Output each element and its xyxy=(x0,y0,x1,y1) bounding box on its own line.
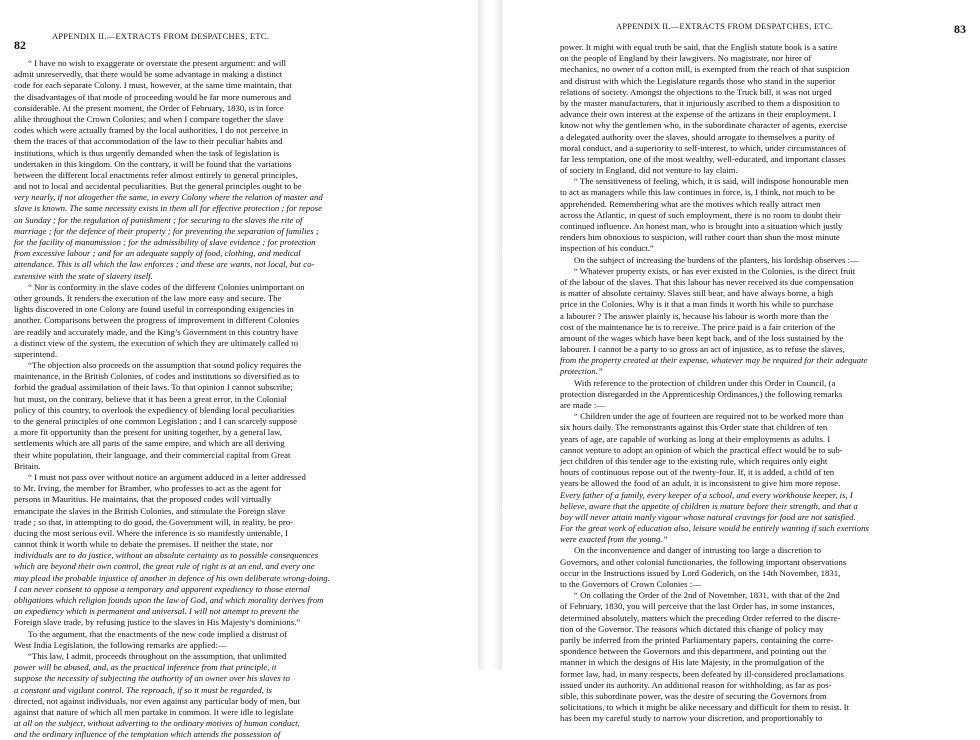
text-line: Foreign slave trade, by refusing justice to the slaves in His Majesty’s dominions.” xyxy=(14,617,301,628)
text-line: to the general principles of one common Legislation ; and I can scarcely suppose xyxy=(14,416,298,426)
text-line: emancipate the slaves in the British Colonies, and stimulate the Foreign slave xyxy=(14,505,286,516)
text-line: and the ordinary influence of the temptation which attends the possession of xyxy=(14,729,281,740)
text-line: directed, not against individuals, nor even against any particular body of men, but xyxy=(14,695,300,706)
left-page xyxy=(0,0,478,740)
page-body xyxy=(560,42,974,724)
text-line: tion of the Governor. The reasons which dictated this change of policy may xyxy=(560,623,824,634)
text-line: boy will never attain manly vigour whose natural cravings for food are not satisfied. xyxy=(560,511,856,522)
text-line: mechanics, no owner of a cotton mill, is exempted from the reach of that suspicion xyxy=(560,64,850,75)
text-line: undertaken in this kingdom. On the contrary, it will be found that the variations xyxy=(14,158,292,169)
text-line: may plead the probable injustice of another in defence of his own deliberate wrong-doing. xyxy=(14,572,330,583)
text-line: spondence between the Governors and this department, and pointing out the xyxy=(560,646,827,657)
text-line: hours of continuous repose out of the twenty-four. If, it is added, a child of ten xyxy=(560,467,835,478)
text-line: occur in the Instructions issued by Lord Goderich, on the 14th November, 1831, xyxy=(560,567,841,578)
text-line: Governors, and other colonial functionaries, the following important observations xyxy=(560,556,847,567)
text-line: against that nature of which all men partake in common. It were idle to legislate xyxy=(14,706,294,717)
text-line: them the traces of that accommodation of the law to their peculiar habits and xyxy=(14,136,283,147)
text-line: forbid the gradual assimilation of their laws. To that opinion I cannot subscribe; xyxy=(14,382,293,393)
text-line: far less temptation, one of the most wealthy, well-educated, and important classes xyxy=(560,153,846,164)
running-header: APPENDIX II.—EXTRACTS FROM DESPATCHES, ETC. xyxy=(52,32,270,41)
text-line: their white population, their language, and their commercial capital from Great xyxy=(14,449,291,460)
text-line: renders him obnoxious to suspicion, will rather court than shun the most minute xyxy=(560,232,840,243)
text-line: codes which were actually framed by the local authorities, I do not perceive in xyxy=(14,125,289,136)
text-line: years be allowed the food of an adult, it is inconsistent to give him more repose. xyxy=(560,478,841,489)
text-line: on the people of England by their lawgivers. No magistrate, nor hirer of xyxy=(560,53,812,64)
text-line: “ Nor is conformity in the slave codes of the different Colonies unimportant on xyxy=(28,281,305,292)
text-line: individuals are to do justice, without an absolute certainty as to possible consequences xyxy=(14,550,319,561)
text-line: at all on the subject, without adverting to the ordinary motives of human conduct, xyxy=(14,718,300,729)
text-line: a delegated authority over the slaves, should arrogate to themselves a purity of xyxy=(560,131,835,142)
text-line: With reference to the protection of children under this Order in Council, (a xyxy=(574,377,836,388)
page-body xyxy=(14,58,466,740)
text-line: cannot think it worth while to debate the premises. If neither the state, nor xyxy=(14,539,273,550)
text-line: “ On collating the Order of the 2nd of November, 1831, with that of the 2nd xyxy=(574,590,840,601)
text-line: apprehended. Remembering what are the motives which really attract men xyxy=(560,198,821,209)
page-number: 83 xyxy=(954,22,966,36)
text-line: slave is known. The same necessity exists in them all for effective protection ; for repose xyxy=(14,203,322,214)
text-line: and not to local and accidental peculiarities. But the general principles ought to be xyxy=(14,181,302,192)
text-line: between the different local enactments refer almost entirely to general principles, xyxy=(14,169,298,180)
text-line: manner in which the designs of His late Majesty, in the promulgation of the xyxy=(560,657,825,668)
text-line: “ Whatever property exists, or has ever existed in the Colonies, is the direct fruit xyxy=(574,265,856,276)
text-line: were exacted from the young.” xyxy=(560,534,668,545)
text-line: power will be abused, and, as the practical inference from that principle, it xyxy=(14,662,277,673)
text-line: inspection of his conduct.” xyxy=(560,243,654,254)
text-line: of society in England, did not venture to lay claim. xyxy=(560,165,738,176)
text-line: policy of this country, to overlook the expediency of blending local peculiarities xyxy=(14,404,295,415)
right-page xyxy=(502,0,980,724)
text-line: but must, on the contrary, believe that it has been a great error, in the Colonial xyxy=(14,393,287,404)
text-line: issued under its authority. An additional reason for withholding, as far as pos- xyxy=(560,679,832,690)
text-line: has been my careful study to narrow your discretion, and proportionably to xyxy=(560,713,823,724)
text-line: West India Legislation, the following remarks are applied:— xyxy=(14,639,227,650)
text-line: other grounds. It renders the execution of the law more easy and secure. The xyxy=(14,292,282,303)
text-line: To the argument, that the enactments of the new code implied a distrust of xyxy=(28,628,288,639)
text-line: years of age, are capable of working as long at their employments as adults. I xyxy=(560,433,831,444)
text-line: Britain. xyxy=(14,460,41,471)
text-line: which are beyond their own control, the great rule of right is at an end, and every one xyxy=(14,561,315,572)
text-line: “ I must not pass over without notice an argument adduced in a letter addressed xyxy=(28,471,306,482)
text-line: maintenance, in the British Colonies, of codes and institutions so diversified as to xyxy=(14,371,300,382)
text-line: relations of society. Amongst the objections to the Truck bill, it was not urged xyxy=(560,86,832,97)
text-line: “ The sensitiveness of feeling, which, it is said, will indispose honourable men xyxy=(574,176,849,187)
text-line: partly be inferred from the printed Parliamentary papers, containing the corre- xyxy=(560,634,834,645)
text-line: labourer. I cannot be a party to so gross an act of injustice, as to refuse the slaves, xyxy=(560,344,845,355)
text-line: determined absolutely, matters which the preceding Order referred to the discre- xyxy=(560,612,841,623)
text-line: is matter of absolute certainty. Slaves still bear, and have always borne, a high xyxy=(560,288,834,299)
text-line: settlements which are all parts of the same empire, and which are all deriving xyxy=(14,438,285,449)
text-line: marriage ; for the defence of their property ; for preventing the separation of families ; xyxy=(14,225,319,236)
text-line: “ I have no wish to exaggerate or overstate the present argument: and will xyxy=(28,58,287,68)
text-line: institutions, which is thus urgently demanded when the task of legislation is xyxy=(14,147,280,158)
book-gutter xyxy=(478,0,502,670)
text-line: a more fit opportunity than the present for uniting together, by a general law, xyxy=(14,427,283,438)
text-line: the disadvantages of that mode of proceeding would be far more numerous and xyxy=(14,91,291,102)
text-line: of February, 1830, you will perceive that the last Order has, in some instances, xyxy=(560,601,835,612)
text-line: are made :— xyxy=(560,400,606,410)
text-line: to Mr. Irving, the member for Bramber, who professes to act as the agent for xyxy=(14,483,282,494)
text-line: a constant and vigilant control. The reproach, if so it must be regarded, is xyxy=(14,684,272,695)
text-line: persons in Mauritius. He maintains, that the proposed codes will virtually xyxy=(14,494,272,505)
text-line: extensive with the state of slavery itself. xyxy=(14,270,153,281)
text-line: on Sunday ; for the regulation of punishment ; for securing to the slaves the rite of xyxy=(14,214,303,225)
text-line: are readily and accurately made, and the King’s Government in this country have xyxy=(14,326,299,337)
text-line: attendance. This is all which the law enforces ; and these are wants, not local, but co- xyxy=(14,259,315,270)
text-line: ject children of this tender age to the existing rule, which requires only eight xyxy=(560,455,828,466)
text-line: trade ; so that, in attempting to do good, the Government will, in reality, be pro- xyxy=(14,516,294,527)
text-line: six hours daily. The remonstrants against this Order state that children of ten xyxy=(560,422,828,433)
text-line: believe, aware that the appetite of children is mature before their strength, and that a xyxy=(560,500,858,511)
text-line: another. Comparisons between the progress of improvement in different Colonies xyxy=(14,315,300,326)
text-line: code for each separate Colony. I must, however, at the same time maintain, that xyxy=(14,80,292,91)
text-line: On the subject of increasing the burdens of the planters, his lordship observes :— xyxy=(574,254,859,265)
text-line: Every father of a family, every keeper of a school, and every workhouse keeper, is, I xyxy=(560,489,853,500)
text-line: from excessive labour ; and for an adequate supply of food, clothing, and medical xyxy=(14,248,301,259)
text-line: a distinct view of the system, the execution of which they are ultimately called to xyxy=(14,337,299,348)
text-line: power. It might with equal truth be said, that the English statute book is a satire xyxy=(560,42,838,52)
text-line: advance their own interest at the expense of the artizans in their employment. I xyxy=(560,109,837,120)
text-line: admit unreservedly, that there would be some advantage in making a distinct xyxy=(14,69,283,80)
text-line: solicitations, to which it might be alike necessary and difficult for them to resist. It xyxy=(560,702,850,713)
text-line: by the master manufacturers, that it injuriously ascribed to them a disposition to xyxy=(560,97,840,108)
text-line: protection.” xyxy=(560,366,603,377)
text-line: lights discovered in one Colony are found useful in corresponding exigencies in xyxy=(14,304,294,315)
text-line: and distrust with which the Legislature regards those who stand in the superior xyxy=(560,75,836,86)
text-line: cost of the maintenance he is to receive. The price paid is a fair criterion of the xyxy=(560,321,836,332)
text-line: considerable. At the present moment, the Order of February, 1830, is in force xyxy=(14,102,284,113)
text-line: know not why the gentlemen who, in the subordinate character of agents, exercise xyxy=(560,120,848,131)
text-line: for the facility of manumission ; for the admissibility of slave evidence ; for protection xyxy=(14,237,316,247)
text-line: cannot venture to adopt an opinion of which the practical effect would be to sub- xyxy=(560,444,843,455)
text-line: to act as managers while this law continues in force, is, I think, not much to be xyxy=(560,187,835,198)
text-line: “This law, I admit, proceeds throughout on the assumption, that unlimited xyxy=(28,650,287,661)
text-line: I can never consent to oppose a temporary and apparent expediency to those eternal xyxy=(14,583,310,594)
text-line: “ Children under the age of fourteen are required not to be worked more than xyxy=(574,411,844,422)
text-line: For the great work of education also, leisure would be entirely wanting if such exertions xyxy=(560,523,869,534)
text-line: from the property created at their expense, whatever may be required for their adequate xyxy=(560,355,868,366)
text-line: across the Atlantic, in quest of such employment, there is no room to doubt their xyxy=(560,209,841,220)
text-line: On the inconvenience and danger of intrusting too large a discretion to xyxy=(574,545,821,556)
text-line: price in the Colonies. Why is it that a man finds it worth his while to purchase xyxy=(560,299,834,310)
text-line: “The objection also proceeds on the assumption that sound policy requires the xyxy=(28,360,302,371)
text-line: obligations which religion founds upon the law of God, and which morality derives from xyxy=(14,595,324,605)
page-number: 82 xyxy=(14,38,26,52)
text-line: suppose the necessity of subjecting the authority of an owner over his slaves to xyxy=(14,673,290,684)
text-line: alike throughout the Crown Colonies; and when I compare together the slave xyxy=(14,113,284,124)
text-line: to the Governors of Crown Colonies :— xyxy=(560,579,701,589)
text-line: ducing the most serious evil. Where the inference is so manifestly untenable, I xyxy=(14,527,288,538)
text-line: superintend. xyxy=(14,348,58,359)
text-line: sible, this subordinate power, was the desire of securing the Governors from xyxy=(560,690,827,701)
text-line: moral conduct, and a superiority to self-interest, to which, under circumstances of xyxy=(560,142,847,153)
text-line: former law, had, in many respects, been defeated by ill-considered proclamations xyxy=(560,668,844,679)
running-header: APPENDIX II.—EXTRACTS FROM DESPATCHES, ETC. xyxy=(616,22,834,31)
text-line: a labourer ? The answer plainly is, because his labour is worth more than the xyxy=(560,310,829,321)
text-line: of the labour of the slaves. That this labour has never received its due compensation xyxy=(560,276,854,287)
text-line: an expediency which is permanent and universal. I will not attempt to prevent the xyxy=(14,606,299,617)
text-line: continued influence. An honest man, who is brought into a situation which justly xyxy=(560,221,843,231)
text-line: protection disregarded in the Apprenticeship Ordinances,) the following remarks xyxy=(560,388,843,399)
text-line: very nearly, if not altogether the same, in every Colony where the relation of master and xyxy=(14,192,323,203)
text-line: amount of the wages which have been kept back, and of the loss sustained by the xyxy=(560,332,844,343)
